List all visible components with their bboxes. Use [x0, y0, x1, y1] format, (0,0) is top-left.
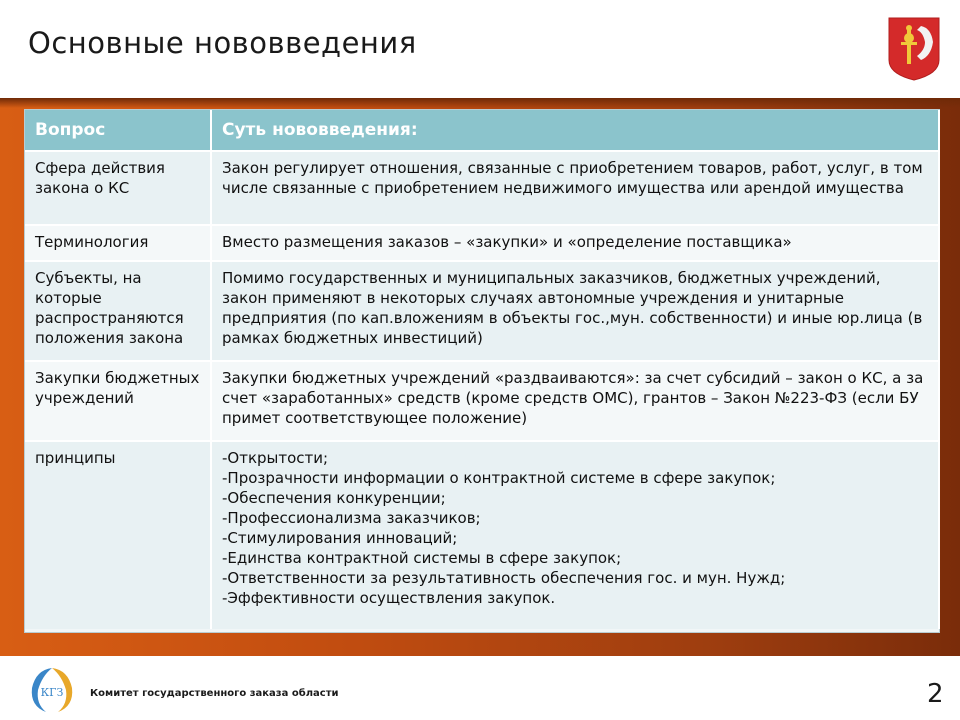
- svg-text:КГЗ: КГЗ: [40, 686, 64, 699]
- table-container: [24, 109, 940, 633]
- row-essence: Закупки бюджетных учреждений «раздваиваются»: за счет субсидий – закон о КС, а за счет «заработанных» средств (кроме средств ОМС), грантов – Закон №223-ФЗ (если БУ примет соответствующее положение): [211, 361, 939, 441]
- principle-item: -Прозрачности информации о контрактной системе в сфере закупок;: [222, 469, 776, 487]
- slide-title: Основные нововведения: [28, 26, 417, 60]
- vologda-coat-of-arms-icon: [887, 16, 941, 82]
- row-question: Закупки бюджетных учреждений: [25, 361, 211, 441]
- row-essence: Закон регулирует отношения, связанные с приобретением товаров, работ, услуг, в том числе связанные с приобретением недвижимого имущества или арендой имущества: [211, 151, 939, 225]
- page-number: 2: [927, 679, 944, 709]
- table-row: [25, 151, 939, 225]
- table-row: [25, 361, 939, 441]
- principle-item: -Открытости;: [222, 449, 329, 467]
- table-header-row: [25, 110, 939, 151]
- row-question: Терминология: [25, 225, 211, 261]
- principles-list: [211, 441, 939, 629]
- footer-organization: Комитет государственного заказа области: [90, 688, 339, 699]
- row-essence: Помимо государственных и муниципальных заказчиков, бюджетных учреждений, закон применяют в некоторых случаях автономные учреждения и унитарные предприятия (по кап.вложениям в объекты гос.,мун. собственности) и иные юр.лица (в рамках бюджетных инвестиций): [211, 261, 939, 361]
- innovations-table: [25, 110, 940, 629]
- header-question: Вопрос: [25, 110, 211, 151]
- row-question: Субъекты, на которые распространяются положения закона: [25, 261, 211, 361]
- principle-item: -Обеспечения конкуренции;: [222, 489, 446, 507]
- row-question: Сфера действия закона о КС: [25, 151, 211, 225]
- table-row: [25, 225, 939, 261]
- header-essence: Суть нововведения:: [211, 110, 939, 151]
- principle-item: -Эффективности осуществления закупок.: [222, 589, 556, 607]
- principle-item: -Профессионализма заказчиков;: [222, 509, 481, 527]
- principles-label: принципы: [25, 441, 211, 629]
- row-essence: Вместо размещения заказов – «закупки» и «определение поставщика»: [211, 225, 939, 261]
- principle-item: -Ответственности за результативность обеспечения гос. и мун. Нужд;: [222, 569, 786, 587]
- table-row: [25, 261, 939, 361]
- committee-logo-icon: [26, 664, 78, 716]
- table-row: [25, 441, 939, 629]
- principle-item: -Единства контрактной системы в сфере закупок;: [222, 549, 622, 567]
- principle-item: -Стимулирования инноваций;: [222, 529, 458, 547]
